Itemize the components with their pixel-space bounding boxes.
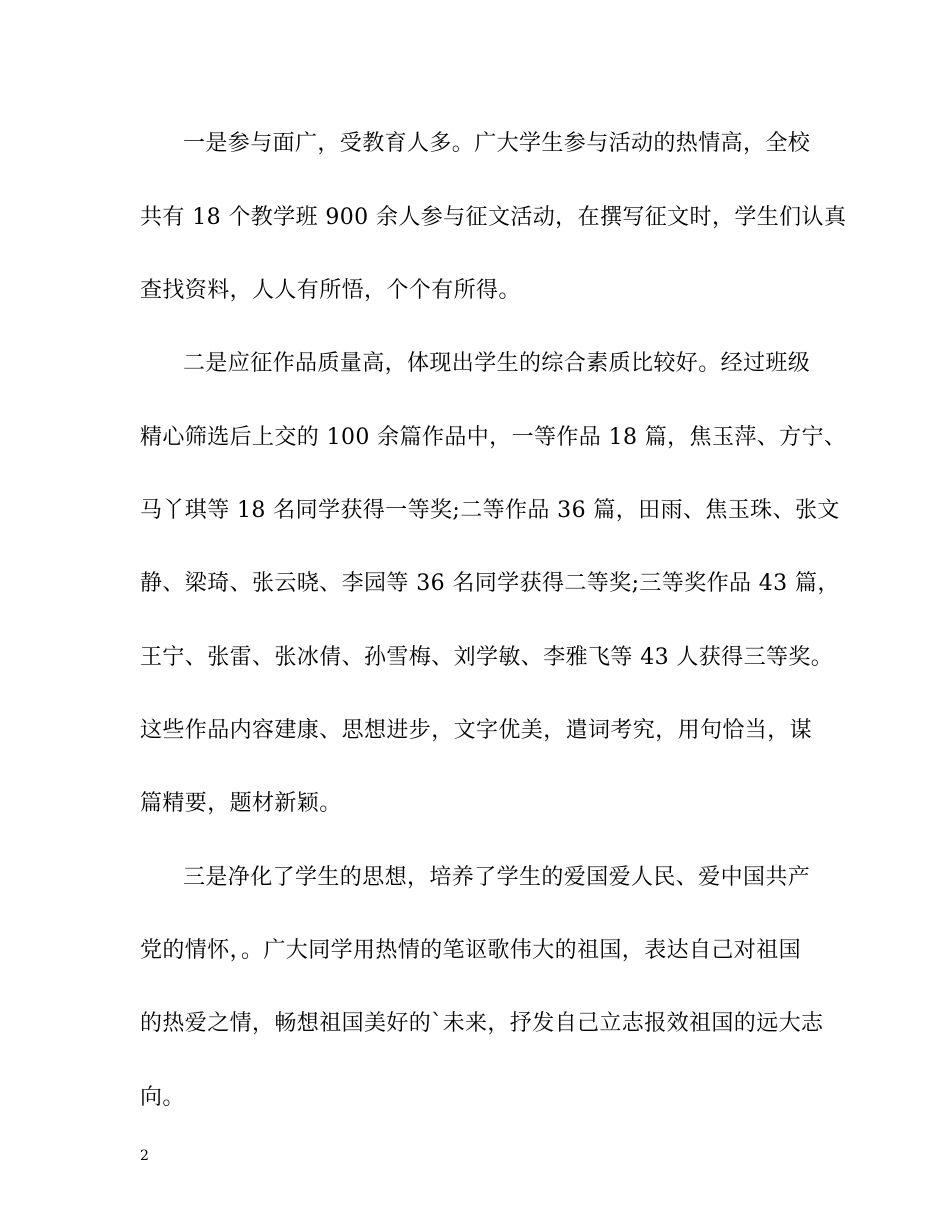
paragraph-3-line-2: 党的情怀，。广大同学用热情的笔讴歌伟大的祖国，表达自己对祖国 (140, 938, 802, 963)
paragraph-3-line-1: 三是净化了学生的思想，培养了学生的爱国爱人民、爱中国共产 (183, 865, 811, 890)
paragraph-2-line-5: 王宁、张雷、张冰倩、孙雪梅、刘学敏、李雅飞等 43 人获得三等奖。 (140, 645, 834, 670)
paragraph-1-line-1: 一是参与面广，受教育人多。广大学生参与活动的热情高，全校 (183, 131, 811, 156)
paragraph-2-line-2: 精心筛选后上交的 100 余篇作品中，一等作品 18 篇，焦玉萍、方宁、 (140, 425, 847, 450)
paragraph-1-line-3: 查找资料，人人有所悟，个个有所得。 (140, 278, 521, 303)
paragraph-2-line-7: 篇精要，题材新颖。 (140, 791, 342, 816)
paragraph-2-line-3: 马丫琪等 18 名同学获得一等奖;二等作品 36 篇，田雨、焦玉珠、张文 (140, 498, 840, 523)
paragraph-1-line-2: 共有 18 个教学班 900 余人参与征文活动，在撰写征文时，学生们认真 (140, 205, 847, 230)
paragraph-2-line-4: 静、梁琦、张云晓、李园等 36 名同学获得二等奖;三等奖作品 43 篇， (140, 571, 840, 596)
paragraph-2-line-1: 二是应征作品质量高，体现出学生的综合素质比较好。经过班级 (183, 351, 811, 376)
paragraph-2-line-6: 这些作品内容建康、思想进步，文字优美，遣词考究，用句恰当，谋 (140, 718, 813, 743)
paragraph-3-line-3: 的热爱之情，畅想祖国美好的`未来，抒发自己立志报效祖国的远大志 (140, 1011, 824, 1036)
paragraph-3-line-4: 向。 (140, 1085, 185, 1110)
page-number: 2 (140, 1148, 149, 1164)
